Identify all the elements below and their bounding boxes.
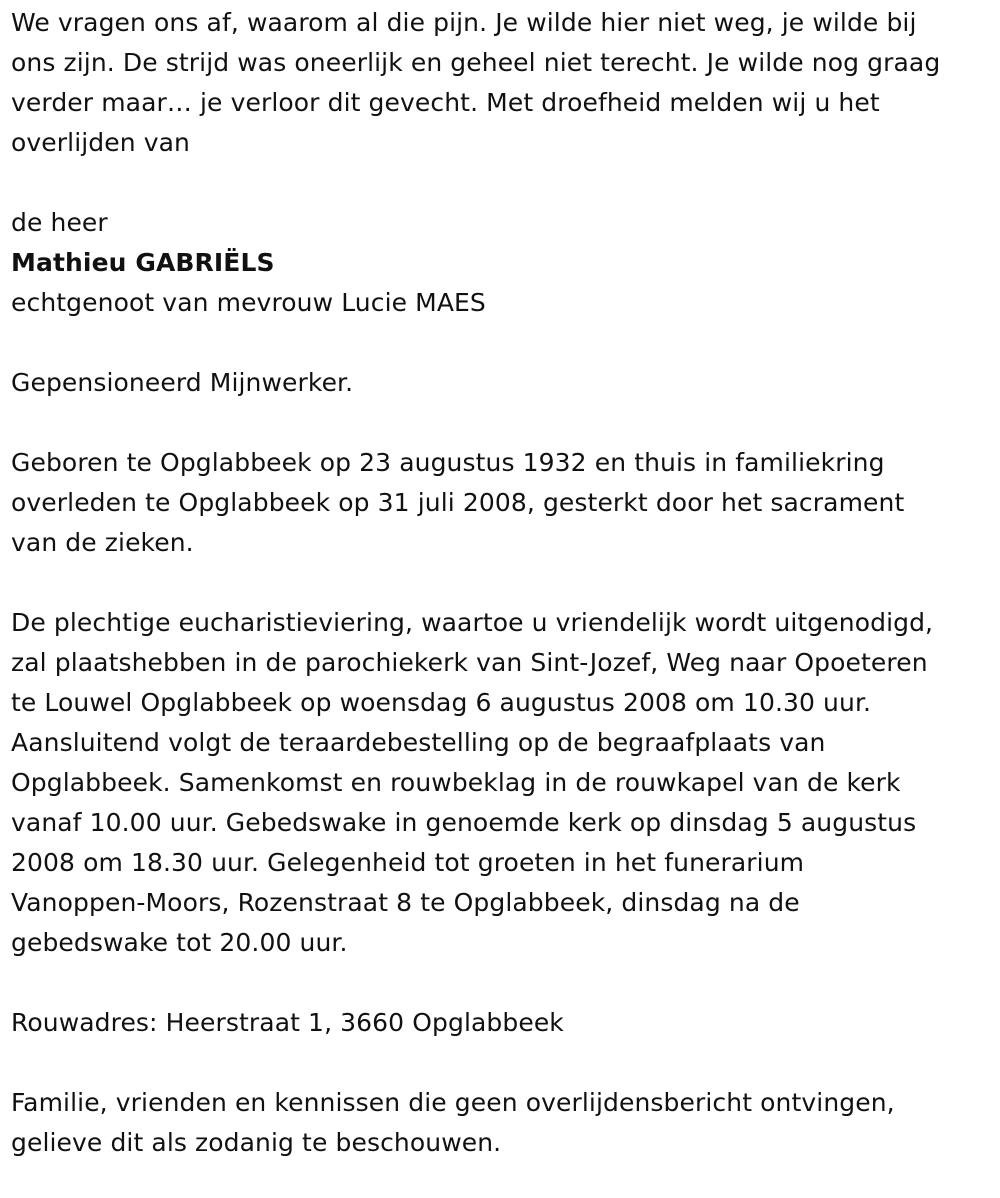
spacer [11,1043,991,1083]
spacer [11,963,991,1003]
spacer [11,403,991,443]
spacer [11,323,991,363]
ceremony-paragraph: De plechtige eucharistieviering, waartoe u vriendelijk wordt uitgenodigd, zal plaatshebben in de parochiekerk van Sint-Jozef, Weg naar Opoeteren te Louwel Opglabbeek op woensdag 6 augustus 2008 om 10.30 uur. Aansluitend volgt de teraardebestelling op de begraafplaats van Opglabbeek. Samenkomst en rouwbeklag in de rouwkapel van de kerk vanaf 10.00 uur. Gebedswake in genoemde kerk op dinsdag 5 augustus 2008 om 18.30 uur. Gelegenheid tot groeten in het funerarium Vanoppen-Moors, Rozenstraat 8 te Opglabbeek, dinsdag na de gebedswake tot 20.00 uur. [11,608,934,957]
salutation: de heer [11,208,108,237]
spouse-line: echtgenoot van mevrouw Lucie MAES [11,288,486,317]
occupation: Gepensioneerd Mijnwerker. [11,368,354,397]
intro-paragraph: We vragen ons af, waarom al die pijn. Je wilde hier niet weg, je wilde bij ons zijn. De strijd was oneerlijk en geheel niet terecht. Je wilde nog graag verder maar… je verloor dit gevecht. Met droefheid melden wij u het overlijden van [11,8,941,157]
deceased-name: Mathieu GABRIËLS [11,248,275,277]
mourning-address: Rouwadres: Heerstraat 1, 3660 Opglabbeek [11,1008,564,1037]
obituary-notice [11,3,991,1163]
closing-paragraph: Familie, vrienden en kennissen die geen overlijdensbericht ontvingen, gelieve dit als zodanig te beschouwen. [11,1088,895,1157]
birth-death-paragraph: Geboren te Opglabbeek op 23 augustus 1932 en thuis in familiekring overleden te Opglabbeek op 31 juli 2008, gesterkt door het sacrament van de zieken. [11,448,905,557]
spacer [11,163,991,203]
spacer [11,563,991,603]
